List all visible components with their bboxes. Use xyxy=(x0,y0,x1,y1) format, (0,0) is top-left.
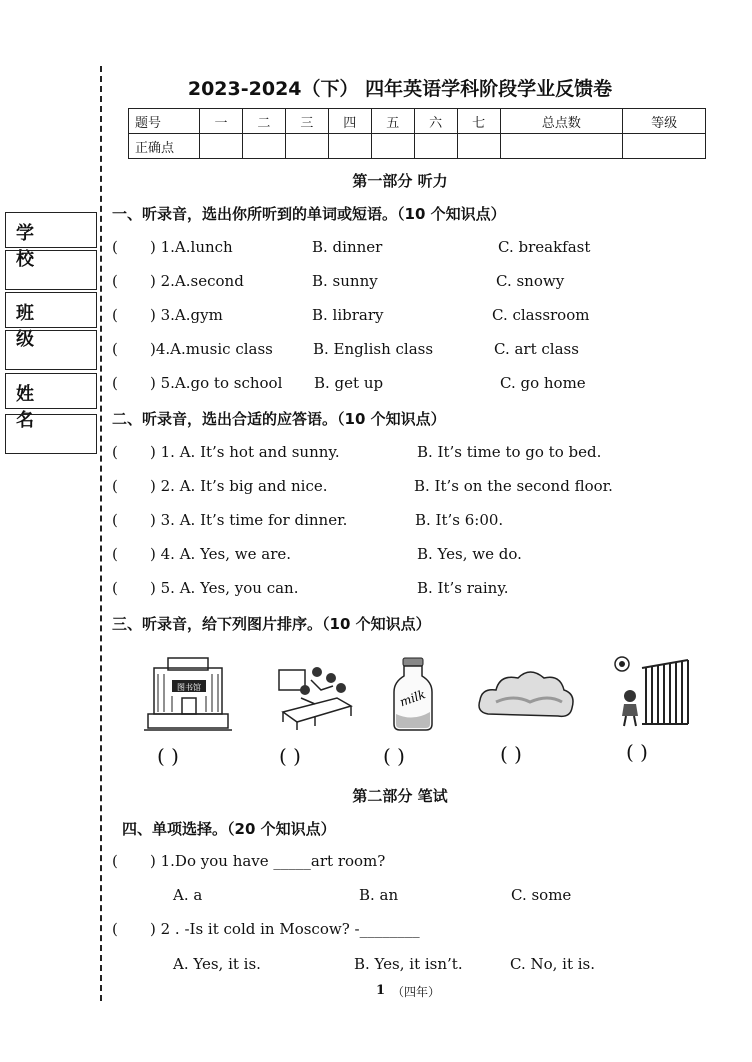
s1-q4-option-b[interactable]: B. English class xyxy=(313,340,434,358)
s2-q5-option-b[interactable]: B. It’s rainy. xyxy=(417,579,509,597)
score-header-cell: 七 xyxy=(457,109,500,134)
s4-q2-option-c[interactable]: C. No, it is. xyxy=(510,955,596,973)
score-header-cell: 三 xyxy=(285,109,328,134)
s4-q2-question: ) 2 . -Is it cold in Moscow? -________ xyxy=(150,920,420,938)
s1-q4-option-c[interactable]: C. art class xyxy=(494,340,579,358)
s4-q2-paren: ( xyxy=(112,920,118,938)
side-school-label: 学 校 xyxy=(5,212,97,248)
page-grade: （四年） xyxy=(392,985,441,999)
s2-q2-paren: ( xyxy=(112,477,118,495)
s4-q1-option-b[interactable]: B. an xyxy=(359,886,399,904)
score-header-cell: 二 xyxy=(242,109,285,134)
s1-q5-paren: ( xyxy=(112,374,118,392)
s1-q1-option-b[interactable]: B. dinner xyxy=(312,238,383,256)
picture5-order-blank[interactable]: ( ) xyxy=(626,740,648,764)
s2-q3-option-b[interactable]: B. It’s 6:00. xyxy=(415,511,504,529)
classroom-icon xyxy=(275,660,355,732)
s1-q2-option-c[interactable]: C. snowy xyxy=(496,272,565,290)
girl-at-gate-icon xyxy=(608,652,692,730)
library-sign: 图书馆 xyxy=(177,683,201,692)
score-header-cell: 总点数 xyxy=(500,109,623,134)
s2-q4-option-b[interactable]: B. Yes, we do. xyxy=(417,545,522,563)
s1-q1-paren: ( xyxy=(112,238,118,256)
part1-heading: 第一部分 听力 xyxy=(352,172,448,190)
score-input-cell[interactable] xyxy=(500,134,623,159)
section1-heading: 一、听录音，选出你所听到的单词或短语。（10 个知识点） xyxy=(112,205,506,223)
score-header-cell: 等级 xyxy=(623,109,706,134)
score-input-cell[interactable] xyxy=(457,134,500,159)
s2-q2-option-b[interactable]: B. It’s on the second floor. xyxy=(414,477,613,495)
s2-q3-paren: ( xyxy=(112,511,118,529)
library-building-icon xyxy=(142,654,234,734)
s1-q5-option-a[interactable]: ) 5.A.go to school xyxy=(150,374,283,392)
s2-q1-option-b[interactable]: B. It’s time to go to bed. xyxy=(417,443,602,461)
score-header-cell: 题号 xyxy=(129,109,200,134)
picture2-order-blank[interactable]: ( ) xyxy=(279,744,301,768)
score-input-cell[interactable] xyxy=(371,134,414,159)
score-table-header-row xyxy=(129,109,706,134)
section3-heading: 三、听录音，给下列图片排序。（10 个知识点） xyxy=(112,615,431,633)
score-input-cell[interactable] xyxy=(242,134,285,159)
s4-q2-option-a[interactable]: A. Yes, it is. xyxy=(173,955,261,973)
s1-q4-option-a[interactable]: )4.A.music class xyxy=(150,340,273,358)
s2-q1-paren: ( xyxy=(112,443,118,461)
score-input-cell[interactable] xyxy=(200,134,243,159)
s1-q5-option-b[interactable]: B. get up xyxy=(314,374,384,392)
part2-heading: 第二部分 笔试 xyxy=(352,787,448,805)
side-class-blank xyxy=(5,330,97,370)
s1-q1-option-c[interactable]: C. breakfast xyxy=(498,238,591,256)
s2-q5-paren: ( xyxy=(112,579,118,597)
score-input-cell[interactable] xyxy=(328,134,371,159)
score-header-cell: 六 xyxy=(414,109,457,134)
section2-heading: 二、听录音，选出合适的应答语。（10 个知识点） xyxy=(112,410,446,428)
score-header-cell: 五 xyxy=(371,109,414,134)
side-school-blank xyxy=(5,250,97,290)
s1-q2-option-b[interactable]: B. sunny xyxy=(312,272,378,290)
picture1-order-blank[interactable]: ( ) xyxy=(157,744,179,768)
picture4-order-blank[interactable]: ( ) xyxy=(500,742,522,766)
s1-q3-option-c[interactable]: C. classroom xyxy=(492,306,590,324)
s1-q2-paren: ( xyxy=(112,272,118,290)
s1-q1-option-a[interactable]: ) 1.A.lunch xyxy=(150,238,233,256)
score-input-cell[interactable] xyxy=(414,134,457,159)
milk-label: milk xyxy=(397,687,428,710)
s4-q1-option-c[interactable]: C. some xyxy=(511,886,572,904)
s4-q1-paren: ( xyxy=(112,852,118,870)
s2-q5-option-a[interactable]: ) 5. A. Yes, you can. xyxy=(150,579,299,597)
score-table xyxy=(128,108,706,159)
s1-q2-option-a[interactable]: ) 2.A.second xyxy=(150,272,244,290)
milk-bottle-icon xyxy=(390,656,436,732)
picture3-order-blank[interactable]: ( ) xyxy=(383,744,405,768)
page-number: 1 xyxy=(376,983,386,998)
s1-q3-paren: ( xyxy=(112,306,118,324)
score-input-cell[interactable] xyxy=(623,134,706,159)
section4-heading: 四、单项选择。（20 个知识点） xyxy=(122,820,336,838)
score-table-value-row xyxy=(129,134,706,159)
side-name-label: 姓 名 xyxy=(5,373,97,409)
s4-q1-question: ) 1.Do you have _____art room? xyxy=(150,852,386,870)
s2-q2-option-a[interactable]: ) 2. A. It’s big and nice. xyxy=(150,477,328,495)
s2-q4-paren: ( xyxy=(112,545,118,563)
side-class-label: 班 级 xyxy=(5,292,97,328)
cloud-icon xyxy=(474,664,578,728)
score-header-cell: 四 xyxy=(328,109,371,134)
page-title: 2023-2024（下） 四年英语学科阶段学业反馈卷 xyxy=(187,78,613,100)
side-name-blank xyxy=(5,414,97,454)
binding-cut-line xyxy=(100,66,102,1001)
s1-q3-option-a[interactable]: ) 3.A.gym xyxy=(150,306,223,324)
s1-q3-option-b[interactable]: B. library xyxy=(312,306,384,324)
s1-q4-paren: ( xyxy=(112,340,118,358)
score-header-cell: 一 xyxy=(200,109,243,134)
s4-q2-option-b[interactable]: B. Yes, it isn’t. xyxy=(354,955,463,973)
s2-q1-option-a[interactable]: ) 1. A. It’s hot and sunny. xyxy=(150,443,340,461)
s2-q3-option-a[interactable]: ) 3. A. It’s time for dinner. xyxy=(150,511,348,529)
score-row-label: 正确点 xyxy=(129,134,200,159)
s1-q5-option-c[interactable]: C. go home xyxy=(500,374,586,392)
s2-q4-option-a[interactable]: ) 4. A. Yes, we are. xyxy=(150,545,292,563)
s4-q1-option-a[interactable]: A. a xyxy=(173,886,203,904)
score-input-cell[interactable] xyxy=(285,134,328,159)
